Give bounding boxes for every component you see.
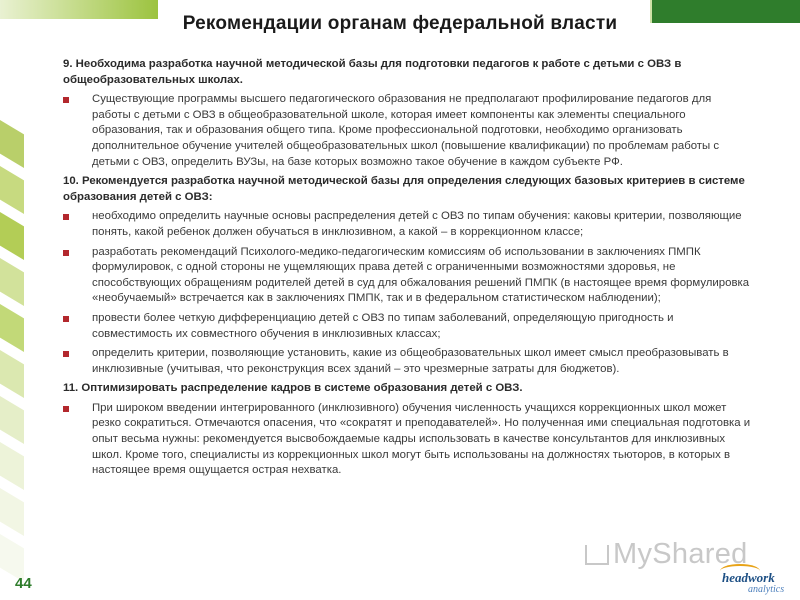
chevron-shape <box>0 166 24 214</box>
chevron-shape <box>0 442 24 490</box>
left-decorative-strip <box>0 120 24 580</box>
chevron-shape <box>0 534 24 580</box>
bullet-square-icon <box>63 97 69 103</box>
bullet-item <box>63 401 753 479</box>
chevron-shape <box>0 350 24 398</box>
chevron-shape <box>0 304 24 352</box>
bullet-item <box>63 209 753 240</box>
chevron-shape <box>0 212 24 260</box>
slide-title: Рекомендации органам федеральной власти <box>182 13 618 34</box>
bullet-square-icon <box>63 351 69 357</box>
bullet-text: При широком введении интегрированного (инклюзивного) обучения численность учащихся коррекционных школ может резко сократиться. Отмечаются опасения, что «сократят и преподавателей». Но полученная ими специальная подготовка и опыт весьма нужны: рекомендуется высвобождаемые кадры использовать в качестве консультантов для инклюзивных школ. Кроме того, специалисты из коррекционных школ могут быть использованы на должностях тьюторов, в которых в настоящее время ощущается острая нехватка. <box>92 401 751 477</box>
page-number: 44 <box>15 575 32 592</box>
bullet-square-icon <box>63 250 69 256</box>
bullet-item <box>63 92 753 170</box>
logo-line2: analytics <box>748 584 785 595</box>
bullet-text: разработать рекомендаций Психолого-медико-педагогическим комиссиям об использовании в заключениях ПМПК формулировок, с одной стороны не ущемляющих права детей с ограниченными возможностями здоровья, не способствующих обращениям родителей детей в суд для обжалования решений ПМПК (в настоящее время формулировка «необучаемый» встречается как в заключениях ПМПК, так и в федеральном статистическом наблюдении); <box>92 245 750 305</box>
bullet-text: необходимо определить научные основы распределения детей с ОВЗ по типам обучения: каковы критерии, позволяющие понять, какой ребенок должен обучаться в инклюзивном, а какой – в коррекционном классе; <box>92 210 742 238</box>
chevron-shape <box>0 258 24 306</box>
logo-line1: headwork <box>722 570 775 585</box>
chevron-shape <box>0 396 24 444</box>
section-heading: 10. Рекомендуется разработка научной методической базы для определения следующих базовых критериев в системе образования детей с ОВЗ: <box>63 175 745 203</box>
cart-icon <box>585 545 609 565</box>
section-heading: 11. Оптимизировать распределение кадров в системе образования детей с ОВЗ. <box>63 382 523 395</box>
bullet-item <box>63 311 753 342</box>
bullet-square-icon <box>63 214 69 220</box>
watermark-text: MyShared <box>613 538 748 570</box>
company-logo <box>722 570 794 598</box>
section-heading: 9. Необходима разработка научной методической базы для подготовки педагогов к работе с детьми с ОВЗ в общеобразовательных школах. <box>63 58 682 86</box>
chevron-shape <box>0 120 24 168</box>
bullet-item <box>63 346 753 377</box>
bullet-item <box>63 245 753 307</box>
bullet-square-icon <box>63 316 69 322</box>
chevron-shape <box>0 488 24 536</box>
bullet-text: Существующие программы высшего педагогического образования не предполагают профилирование педагогов для работы с детьми с ОВЗ в общеобразовательной школе, которая имеет компоненты как элементы специального образования, так и образования общего типа. Кроме профессиональной подготовки, необходимо организовать дополнительное обучение учителей общеобразовательных школ (повышение квалификации) по проблемам работы с детьми с ОВЗ, определить ВУЗы, на базе которых возможно такое обучение в каждом субъекте РФ. <box>92 93 720 168</box>
bullet-text: провести более четкую дифференциацию детей с ОВЗ по типам заболеваний, определяющую пригодность и совместимость их совместного обучения в инклюзивных классах; <box>92 311 674 340</box>
bullet-text: определить критерии, позволяющие установить, какие из общеобразовательных школ имеет смысл преобразовывать в инклюзивные (учитывая, что реконструкция всех зданий – это чрезмерные затраты для бюджетов). <box>92 347 729 375</box>
slide-content <box>63 57 753 483</box>
bullet-square-icon <box>63 406 69 412</box>
